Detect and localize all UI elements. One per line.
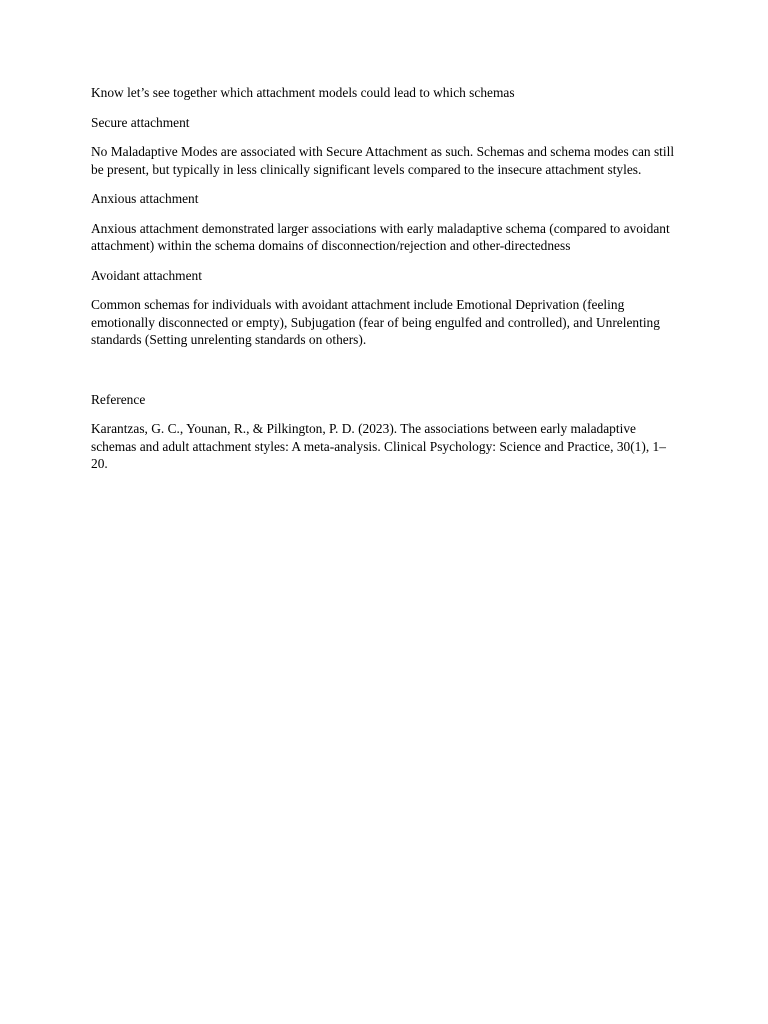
intro-text: Know let’s see together which attachment models could lead to which schemas: [91, 85, 515, 100]
secure-attachment-text: No Maladaptive Modes are associated with Secure Attachment as such. Schemas and schema modes can still be present, but typically in less clinically significant levels compared to the insecure attachment styles.: [91, 144, 675, 177]
heading-secure-attachment: Secure attachment: [91, 114, 190, 130]
blank-spacer: [91, 361, 681, 391]
heading-anxious-attachment: Anxious attachment: [91, 191, 199, 206]
avoidant-attachment-text: Common schemas for individuals with avoidant attachment include Emotional Deprivation (feeling emotionally disconnected or empty), Subjugation (fear of being engulfed and controlled), and Unrelenting standards (Setting unrelenting standards on others).: [91, 297, 660, 347]
heading-avoidant-attachment: Avoidant attachment: [91, 267, 202, 283]
document-page: [91, 84, 681, 485]
anxious-attachment-text: Anxious attachment demonstrated larger associations with early maladaptive schema (compared to avoidant attachment) within the schema domains of disconnection/rejection and other-directedness: [91, 220, 670, 253]
reference-heading: Reference: [91, 391, 146, 407]
reference-citation: Karantzas, G. C., Younan, R., & Pilkington, P. D. (2023). The associations between early maladaptive schemas and adult attachment styles: A meta-analysis. Clinical Psychology: Science and Practice, 30(1), 1–20.: [91, 421, 666, 471]
